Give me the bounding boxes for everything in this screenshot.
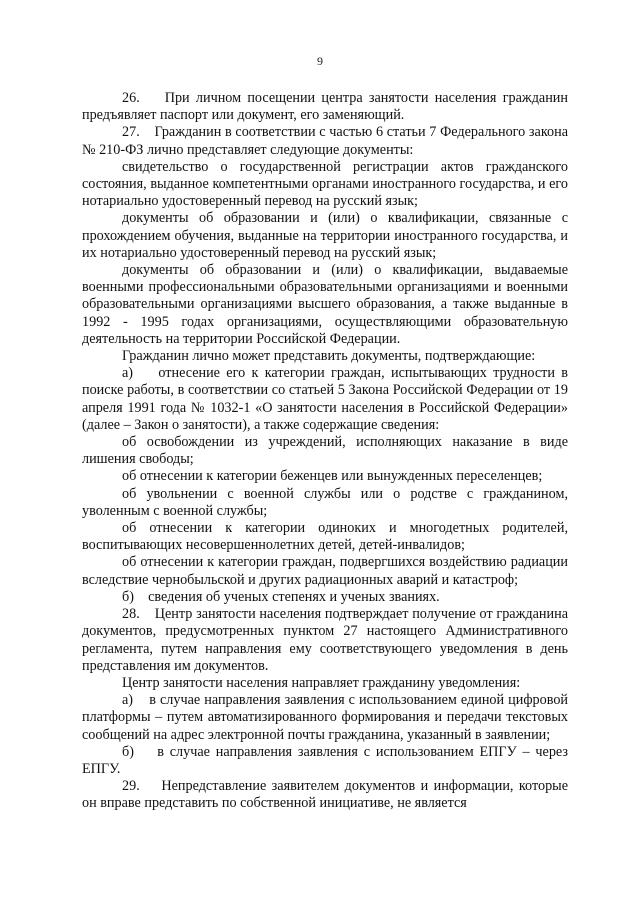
paragraph-26: 26. При личном посещении центра занятости населения гражданин предъявляет паспорт или документ, его заменяющий. — [82, 90, 568, 124]
page-number: 9 — [317, 54, 323, 68]
list-item-b-academic-degrees: б) сведения об ученых степенях и ученых званиях. — [122, 588, 440, 605]
paragraph-27: 27. Гражданин в соответствии с частью 6 статьи 7 Федерального закона № 210-ФЗ лично представляет следующие документы: — [82, 124, 568, 158]
list-item-military-education-documents: документы об образовании и (или) о квалификации, выдаваемые военными профессиональными образовательными организациями и военными образовательными организациями высшего образования, а также выданные в 1992 - 1995 годах организациями, осуществляющими образовательную деятельность на территории Российской Федерации. — [82, 262, 568, 347]
paragraph-optional-documents: Гражданин лично может представить документы, подтверждающие: — [122, 348, 536, 365]
list-item-refugees: об отнесении к категории беженцев или вынужденных переселенцев; — [122, 468, 543, 485]
list-item-a-digital-platform: а) в случае направления заявления с использованием единой цифровой платформы – путем автоматизированного формирования и передачи текстовых сообщений на адрес электронной почты гражданина, указанный в заявлении; — [82, 692, 568, 743]
paragraph-notifications: Центр занятости населения направляет гражданину уведомления: — [122, 674, 521, 691]
list-item-single-parents: об отнесении к категории одиноких и многодетных родителей, воспитывающих несовершеннолетних детей, детей-инвалидов; — [82, 520, 568, 554]
list-item-release-from-prison: об освобождении из учреждений, исполняющих наказание в виде лишения свободы; — [82, 434, 568, 468]
list-item-foreign-education-documents: документы об образовании и (или) о квалификации, связанные с прохождением обучения, выданные на территории иностранного государства, и их нотариально удостоверенный перевод на русский язык; — [82, 210, 568, 261]
paragraph-29: 29. Непредставление заявителем документов и информации, которые он вправе представить по собственной инициативе, не является — [82, 778, 568, 812]
paragraph-28: 28. Центр занятости населения подтверждает получение от гражданина документов, предусмотренных пунктом 27 настоящего Административного регламента, путем направления ему соответствующего уведомления в день представления им документов. — [82, 606, 568, 674]
list-item-civil-status-certificate: свидетельство о государственной регистрации актов гражданского состояния, выданное компетентными органами иностранного государства, и его нотариально удостоверенный перевод на русский язык; — [82, 158, 568, 210]
list-item-a-category: а) отнесение его к категории граждан, испытывающих трудности в поиске работы, в соответствии со статьей 5 Закона Российской Федерации от 19 апреля 1991 года № 1032-1 «О занятости населения в Российской Федерации» (далее – Закон о занятости), а также содержащие сведения: — [82, 365, 568, 433]
list-item-radiation-victims: об отнесении к категории граждан, подвергшихся воздействию радиации вследствие чернобыльской и других радиационных аварий и катастроф; — [82, 554, 568, 588]
document-body — [82, 90, 568, 813]
list-item-b-epgu: б) в случае направления заявления с использованием ЕПГУ – через ЕПГУ. — [82, 743, 568, 777]
list-item-military-discharge: об увольнении с военной службы или о родстве с гражданином, уволенным с военной службы; — [82, 485, 568, 519]
